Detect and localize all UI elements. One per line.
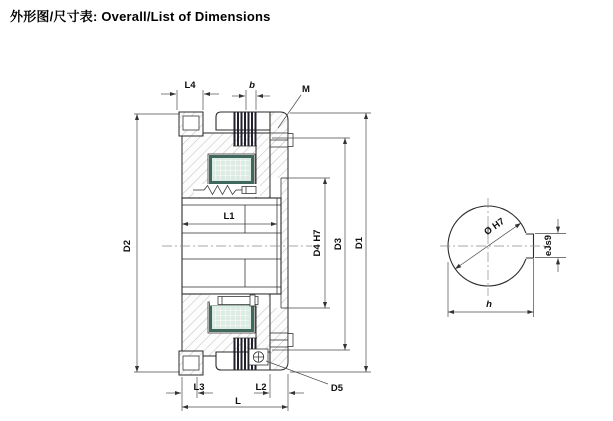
dim-L4 — [161, 80, 219, 110]
dim-label-d5: D5 — [330, 383, 344, 394]
dim-L3 — [166, 377, 213, 411]
dim-label-keyway-depth: h — [486, 299, 492, 310]
release-spring — [193, 184, 260, 197]
dim-label-l3: L3 — [193, 382, 205, 393]
page-title: 外形图/尺寸表: Overall/List of Dimensions — [10, 9, 271, 24]
dim-label-l2: L2 — [255, 382, 267, 393]
set-screw — [249, 349, 268, 365]
dim-label-d1: D1 — [354, 236, 365, 250]
dim-keyway-width — [535, 219, 566, 272]
dim-L — [182, 396, 288, 407]
coil-bottom — [208, 302, 255, 333]
dim-label-d3: D3 — [333, 237, 344, 251]
coil-top — [208, 154, 255, 185]
dim-label-l1: L1 — [223, 211, 235, 222]
dim-label-bore: Ø H7 — [482, 216, 507, 238]
dim-b — [232, 80, 270, 110]
dim-label-b: b — [249, 80, 255, 91]
dim-label-l4: L4 — [184, 80, 196, 91]
dim-label-m: M — [302, 84, 310, 95]
dim-label-d4: D4 H7 — [312, 229, 323, 257]
dim-label-keyway-width: eJs9 — [543, 234, 554, 257]
side-view — [440, 198, 566, 317]
dim-D4 — [284, 178, 330, 308]
dim-M — [278, 84, 310, 128]
armature-ring-top — [216, 112, 270, 130]
terminal-inset-bottom — [183, 356, 199, 370]
main-section-view — [162, 112, 312, 375]
drive-pin — [210, 295, 268, 307]
dim-L2 — [254, 374, 304, 411]
disc-pack-top — [235, 113, 256, 147]
dim-D2 — [122, 114, 180, 372]
dim-label-d2: D2 — [122, 239, 133, 253]
terminal-inset-top — [183, 116, 199, 130]
dim-D1 — [290, 113, 371, 372]
dim-label-l: L — [235, 396, 241, 407]
